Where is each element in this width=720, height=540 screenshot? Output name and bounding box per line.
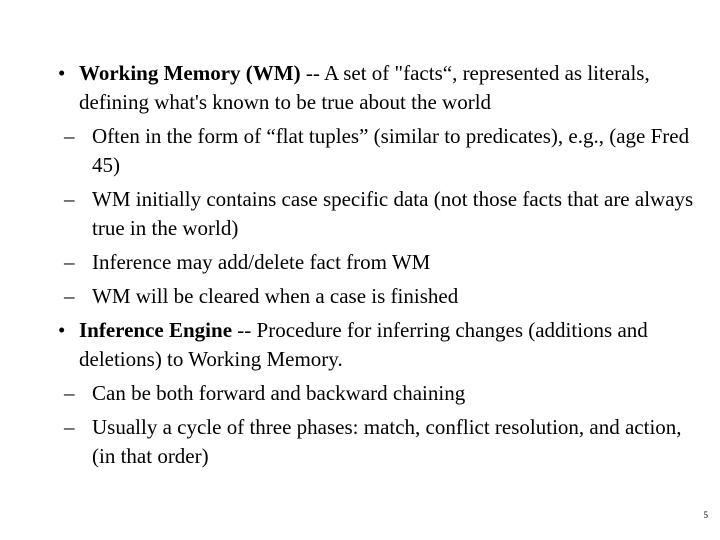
sub-bullet-list bbox=[58, 379, 708, 471]
bullet-working-memory bbox=[58, 59, 708, 117]
sub-bullet-text: Inference may add/delete fact from WM bbox=[92, 250, 431, 274]
dash-marker: – bbox=[64, 415, 75, 439]
sub-bullet bbox=[64, 379, 708, 408]
sub-bullet bbox=[64, 248, 708, 277]
bullet-text: -- Procedure for inferring changes (additions and deletions) to Working Memory. bbox=[79, 318, 648, 371]
bullet-inference-engine bbox=[58, 316, 708, 374]
sub-bullet-text: WM initially contains case specific data (not those facts that are always true in the world) bbox=[92, 187, 694, 240]
page-number: 5 bbox=[703, 510, 708, 520]
bullet-list bbox=[58, 59, 708, 476]
dash-marker: – bbox=[64, 124, 75, 148]
sub-bullet-text: WM will be cleared when a case is finished bbox=[92, 284, 459, 308]
sub-bullet bbox=[64, 122, 708, 180]
dash-marker: – bbox=[64, 250, 75, 274]
bullet-marker: • bbox=[58, 318, 66, 342]
dash-marker: – bbox=[64, 381, 75, 405]
dash-marker: – bbox=[64, 187, 75, 211]
bullet-term: Working Memory (WM) bbox=[79, 61, 301, 85]
dash-marker: – bbox=[64, 284, 75, 308]
sub-bullet-text: Usually a cycle of three phases: match, conflict resolution, and action, (in that order) bbox=[92, 415, 682, 468]
sub-bullet-text: Often in the form of “flat tuples” (similar to predicates), e.g., (age Fred 45) bbox=[92, 124, 690, 177]
sub-bullet bbox=[64, 185, 708, 243]
bullet-text: -- A set of "facts“, represented as literals, defining what's known to be true about the world bbox=[79, 61, 650, 114]
sub-bullet bbox=[64, 282, 708, 311]
sub-bullet-list bbox=[58, 122, 708, 311]
sub-bullet bbox=[64, 413, 708, 471]
sub-bullet-text: Can be both forward and backward chaining bbox=[92, 381, 466, 405]
bullet-term: Inference Engine bbox=[79, 318, 233, 342]
bullet-marker: • bbox=[58, 61, 66, 85]
